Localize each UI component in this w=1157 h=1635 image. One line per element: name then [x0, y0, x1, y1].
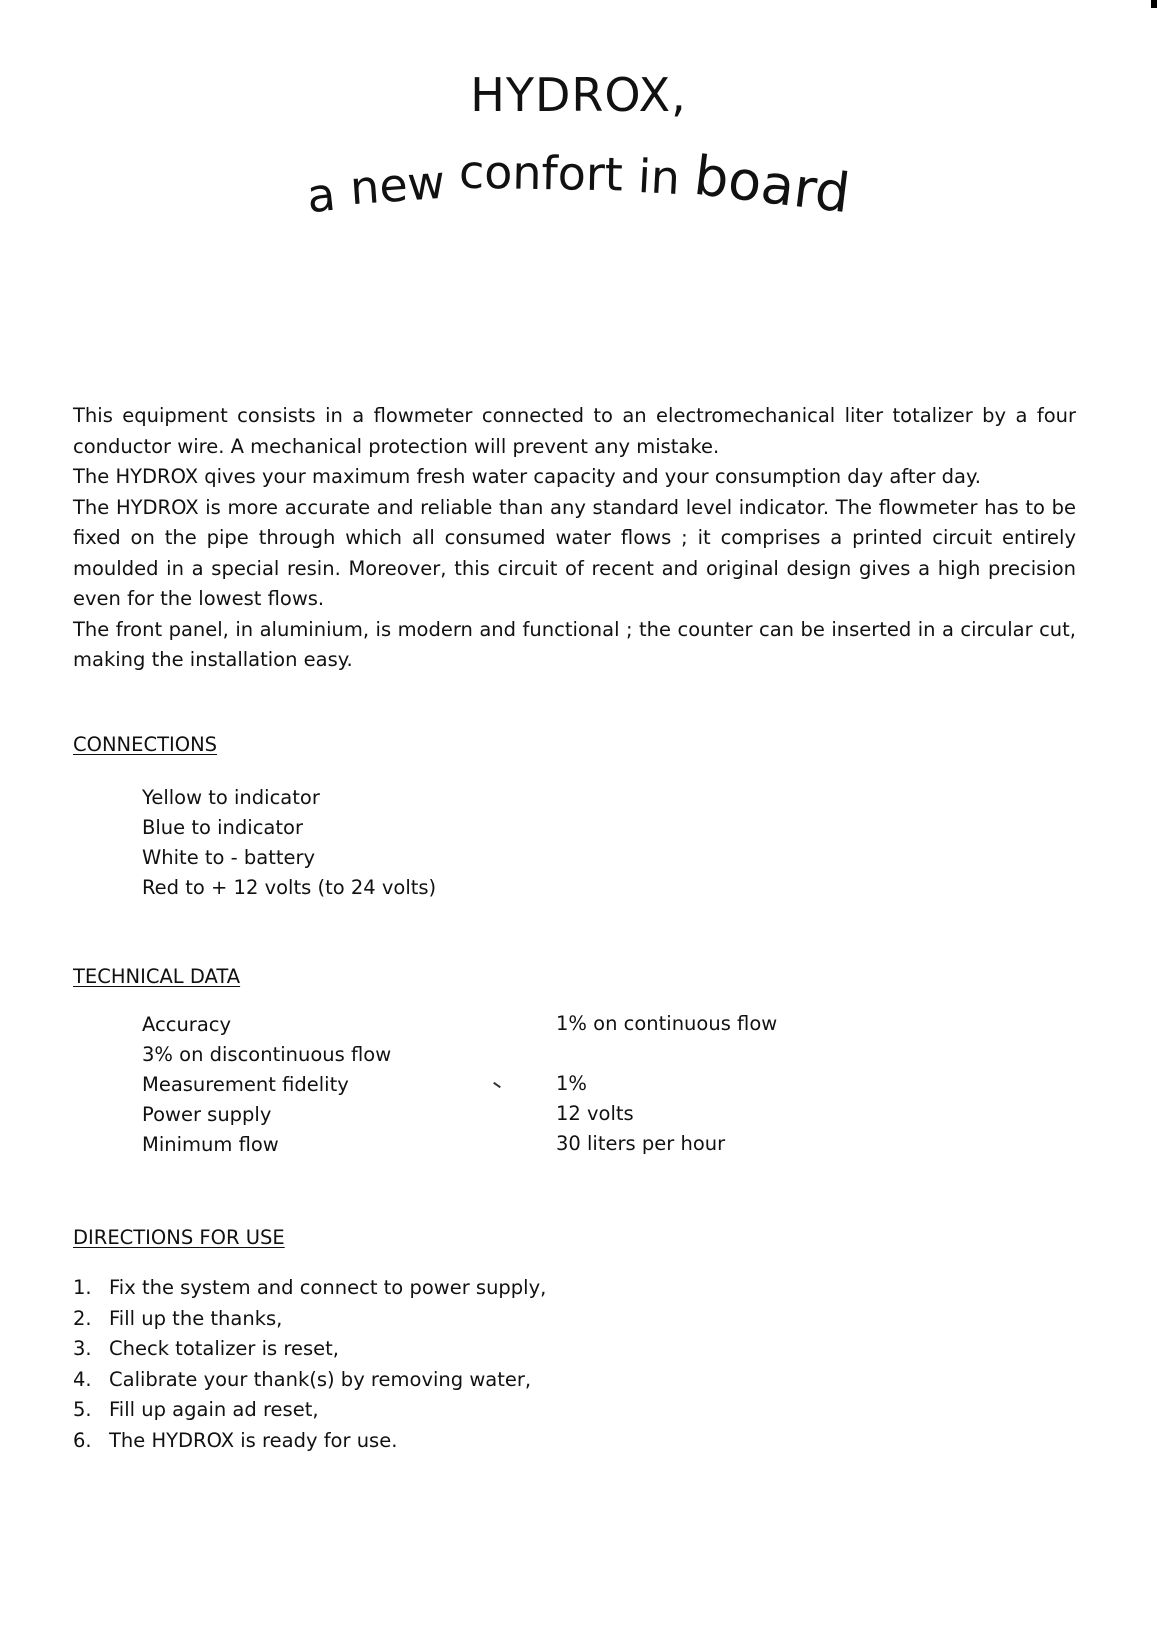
subtitle-word: a — [303, 166, 338, 224]
intro-paragraph: This equipment consists in a flowmeter connected to an electromechanical liter totalizer by a four conductor wire. A mechanical protection will prevent any mistake. — [73, 404, 1076, 458]
connection-item: Blue to indicator — [142, 816, 303, 839]
technical-data-heading: TECHNICAL DATA — [73, 965, 241, 988]
tech-label: 3% on discontinuous flow — [142, 1043, 392, 1066]
direction-step — [73, 1365, 546, 1396]
tech-value: 1% on continuous flow — [556, 1012, 778, 1035]
direction-step — [73, 1426, 546, 1457]
step-text: Fix the system and connect to power supply, — [109, 1276, 547, 1299]
stray-pen-mark — [493, 1082, 501, 1088]
direction-step — [73, 1273, 546, 1304]
direction-step — [73, 1334, 546, 1365]
tech-label: Measurement fidelity — [142, 1073, 349, 1096]
connection-item: Red to + 12 volts (to 24 volts) — [142, 876, 437, 899]
subtitle-word: board — [691, 143, 854, 226]
connection-item: Yellow to indicator — [142, 786, 320, 809]
intro-paragraph: The HYDROX qives your maximum fresh water capacity and your consumption day after day. — [73, 465, 981, 488]
scan-edge-mark — [1151, 0, 1157, 8]
tech-value: 30 liters per hour — [556, 1132, 726, 1155]
intro-section — [73, 401, 1076, 676]
document-subtitle — [0, 143, 1157, 226]
intro-paragraph: The front panel, in aluminium, is modern and functional ; the counter can be inserted in a circular cut, making the installation easy. — [73, 617, 1076, 671]
step-number: 2. — [73, 1306, 92, 1330]
step-text: Check totalizer is reset, — [109, 1337, 340, 1360]
subtitle-word: in — [636, 148, 682, 206]
step-number: 6. — [73, 1428, 92, 1452]
direction-step — [73, 1304, 546, 1335]
step-text: Fill up again ad reset, — [109, 1398, 319, 1421]
tech-value: 1% — [556, 1072, 587, 1095]
directions-list — [73, 1273, 546, 1456]
step-number: 3. — [73, 1337, 92, 1360]
step-number: 5. — [73, 1398, 92, 1421]
direction-step — [73, 1395, 546, 1426]
tech-label: Minimum flow — [142, 1133, 279, 1156]
subtitle-word: confort — [458, 144, 624, 202]
step-text: Calibrate your thank(s) by removing water, — [109, 1367, 532, 1391]
tech-label: Accuracy — [142, 1013, 232, 1036]
step-text: The HYDROX is ready for use. — [109, 1428, 398, 1452]
connection-item: White to - battery — [142, 846, 316, 869]
subtitle-word: new — [347, 154, 447, 216]
tech-value: 12 volts — [556, 1102, 634, 1125]
connections-heading: CONNECTIONS — [73, 733, 218, 756]
directions-heading: DIRECTIONS FOR USE — [73, 1226, 285, 1249]
step-text: Fill up the thanks, — [109, 1306, 283, 1330]
step-number: 1. — [73, 1276, 92, 1299]
tech-label: Power supply — [142, 1103, 272, 1126]
step-number: 4. — [73, 1367, 92, 1391]
intro-paragraph: The HYDROX is more accurate and reliable than any standard level indicator. The flowmeter has to be fixed on the pipe through which all consumed water flows ; it comprises a printed circuit entirely moulded in a special resin. Moreover, this circuit of recent and original design gives a high precision even for the lowest flows. — [73, 495, 1076, 610]
document-title: HYDROX, — [470, 68, 687, 122]
connections-list — [142, 783, 436, 903]
